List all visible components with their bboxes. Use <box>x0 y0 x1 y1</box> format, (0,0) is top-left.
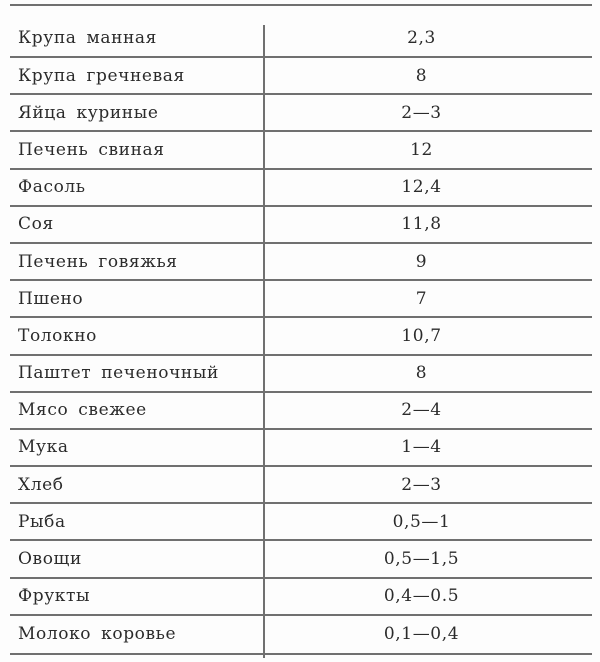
food-name-cell: Яйца куриные <box>18 102 159 123</box>
value-cell: 2—3 <box>401 102 442 123</box>
value-cell: 9 <box>415 251 428 272</box>
food-name-cell: Пшено <box>18 288 84 309</box>
table-row <box>10 579 592 616</box>
table-row <box>10 356 592 393</box>
food-name-cell: Печень свиная <box>18 139 165 160</box>
food-name-cell: Фрукты <box>18 586 91 607</box>
table-row <box>10 504 592 541</box>
table-row <box>10 132 592 169</box>
value-cell: 11,8 <box>401 214 442 235</box>
value-cell: 0,4—0.5 <box>383 586 460 607</box>
table-row <box>10 170 592 207</box>
table-row <box>10 541 592 578</box>
table-row <box>10 244 592 281</box>
food-name-cell: Соя <box>18 214 54 235</box>
value-cell: 7 <box>415 288 428 309</box>
value-cell: 8 <box>415 363 428 384</box>
value-cell: 2,3 <box>407 27 436 48</box>
food-name-cell: Крупа манная <box>18 27 157 48</box>
food-name-cell: Овощи <box>18 549 82 570</box>
food-name-cell: Печень говяжья <box>18 251 178 272</box>
table-row <box>10 281 592 318</box>
food-name-cell: Паштет печеночный <box>18 363 219 384</box>
food-name-cell: Толокно <box>18 325 97 346</box>
food-name-cell: Хлеб <box>18 474 64 495</box>
value-cell: 2—3 <box>401 474 442 495</box>
value-cell: 0,5—1,5 <box>383 549 460 570</box>
food-name-cell: Мука <box>18 437 69 458</box>
table-row <box>10 467 592 504</box>
value-cell: 10,7 <box>401 325 442 346</box>
value-cell: 12 <box>410 139 433 160</box>
food-name-cell: Молоко коровье <box>18 624 177 645</box>
table-row <box>10 318 592 355</box>
value-cell: 8 <box>415 65 428 86</box>
table-row <box>10 95 592 132</box>
food-name-cell: Рыба <box>18 511 66 532</box>
value-cell: 12,4 <box>401 177 442 198</box>
table-row <box>10 430 592 467</box>
value-cell: 2—4 <box>401 400 442 421</box>
table-row <box>10 393 592 430</box>
column-divider-line <box>263 25 265 658</box>
food-name-cell: Крупа гречневая <box>18 65 185 86</box>
food-name-cell: Фасоль <box>18 177 86 198</box>
table-row <box>10 6 592 58</box>
table-row <box>10 58 592 95</box>
food-values-table <box>10 4 592 655</box>
table-row <box>10 207 592 244</box>
table-row <box>10 616 592 653</box>
value-cell: 0,5—1 <box>392 511 451 532</box>
food-name-cell: Мясо свежее <box>18 400 147 421</box>
value-cell: 0,1—0,4 <box>383 624 460 645</box>
value-cell: 1—4 <box>401 437 442 458</box>
